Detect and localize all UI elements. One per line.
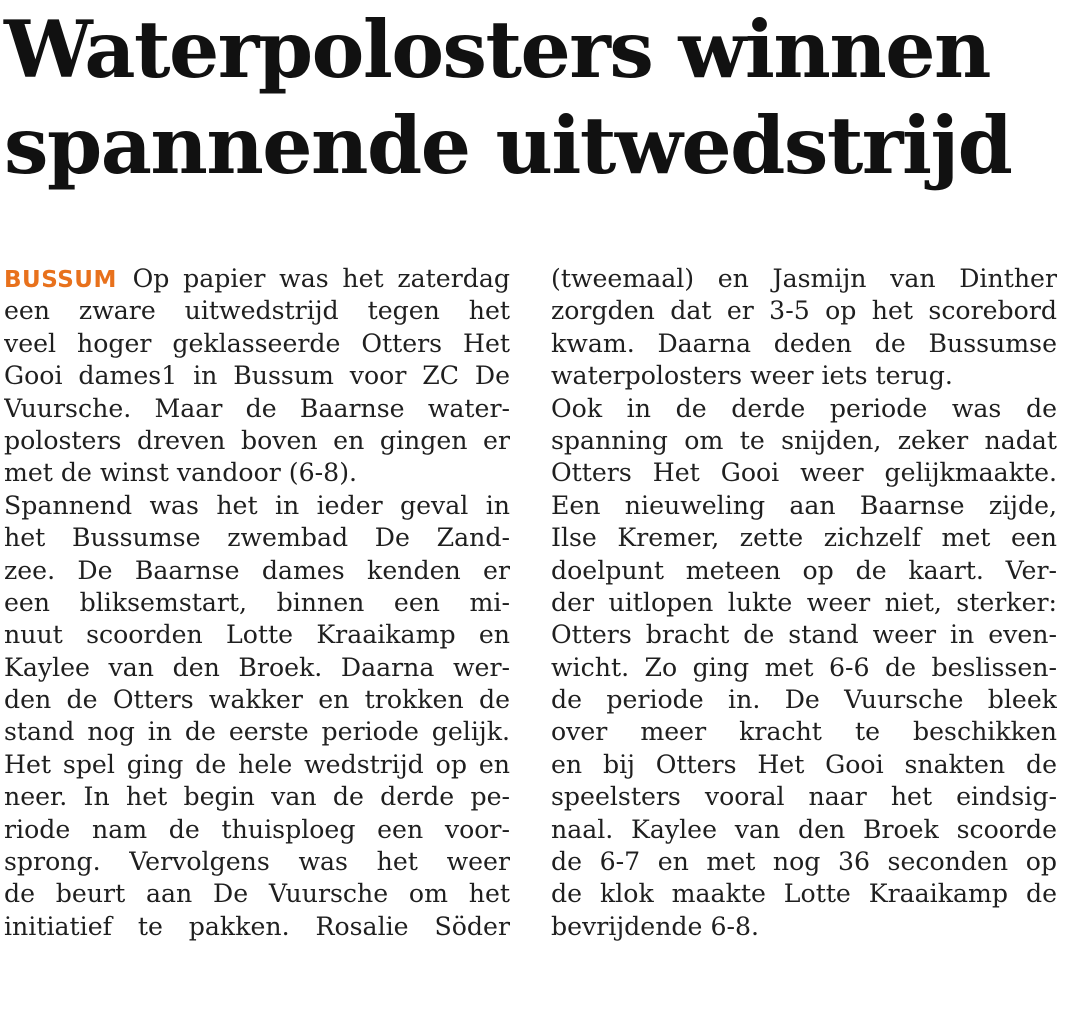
article-line: zee. De Baarnse dames kenden er	[4, 555, 510, 585]
article-line: de 6-7 en met nog 36 seconden op	[551, 847, 1057, 877]
article-line: veel hoger geklasseerde Otters Het	[4, 328, 510, 358]
article-column-left	[4, 263, 510, 943]
article-line: naal. Kaylee van den Broek scoorde	[551, 814, 1057, 844]
article-line: en bij Otters Het Gooi snakten de	[551, 749, 1057, 779]
article-line: spanning om te snijden, zeker nadat	[551, 425, 1057, 455]
article-line: bevrijdende 6-8.	[551, 911, 760, 941]
article-line: een zware uitwedstrijd tegen het	[4, 296, 510, 326]
article-line	[4, 263, 510, 295]
article-line: sprong. Vervolgens was het weer	[4, 847, 510, 877]
article-line: Vuursche. Maar de Baarnse water-	[4, 393, 510, 423]
article-line: den de Otters wakker en trokken de	[4, 685, 510, 715]
article-line: nuut scoorden Lotte Kraaikamp en	[4, 620, 510, 650]
article-line: Otters Het Gooi weer gelijkmaakte.	[551, 458, 1057, 488]
article-line: Een nieuweling aan Baarnse zijde,	[551, 490, 1057, 520]
article-line: een bliksemstart, binnen een mi-	[4, 587, 510, 617]
article-line: Ilse Kremer, zette zichzelf met een	[551, 523, 1057, 553]
article-line: speelsters vooral naar het eindsig-	[551, 782, 1057, 812]
article-line: de klok maakte Lotte Kraaikamp de	[551, 879, 1057, 909]
article-line: der uitlopen lukte weer niet, sterker:	[551, 587, 1057, 617]
article-line: de periode in. De Vuursche bleek	[551, 685, 1057, 715]
article-line: polosters dreven boven en gingen er	[4, 425, 510, 455]
article-column-right	[551, 263, 1057, 943]
article-line: Spannend was het in ieder geval in	[4, 490, 510, 520]
article-line: het Bussumse zwembad De Zand-	[4, 523, 510, 553]
article-line: doelpunt meteen op de kaart. Ver-	[551, 555, 1057, 585]
article-line: waterpolosters weer iets terug.	[551, 361, 953, 391]
headline-line-1: Waterpolosters winnen	[4, 3, 990, 96]
article-line: zorgden dat er 3-5 op het scorebord	[551, 296, 1057, 326]
article-line: met de winst vandoor (6-8).	[4, 458, 358, 488]
article-line: Ook in de derde periode was de	[551, 393, 1057, 423]
headline-line-2: spannende uitwedstrijd	[4, 99, 1012, 192]
article-line: Het spel ging de hele wedstrijd op en	[4, 749, 510, 779]
dateline: BUSSUM	[4, 267, 117, 293]
article-line: kwam. Daarna deden de Bussumse	[551, 328, 1057, 358]
headline	[4, 2, 1070, 194]
article-line: over meer kracht te beschikken	[551, 717, 1057, 747]
article-line: Kaylee van den Broek. Daarna wer-	[4, 652, 510, 682]
article-line: wicht. Zo ging met 6-6 de beslissen-	[551, 652, 1057, 682]
article-line: riode nam de thuisploeg een voor-	[4, 814, 510, 844]
article-line-text: Op papier was het zaterdag	[132, 264, 510, 293]
article-line: de beurt aan De Vuursche om het	[4, 879, 510, 909]
article-line: initiatief te pakken. Rosalie Söder	[4, 911, 510, 941]
article-line: (tweemaal) en Jasmijn van Dinther	[551, 264, 1057, 293]
article-line: Gooi dames1 in Bussum voor ZC De	[4, 361, 510, 391]
article-line: Otters bracht de stand weer in even-	[551, 620, 1057, 650]
article-line: stand nog in de eerste periode gelijk.	[4, 717, 510, 747]
article-line: neer. In het begin van de derde pe-	[4, 782, 510, 812]
